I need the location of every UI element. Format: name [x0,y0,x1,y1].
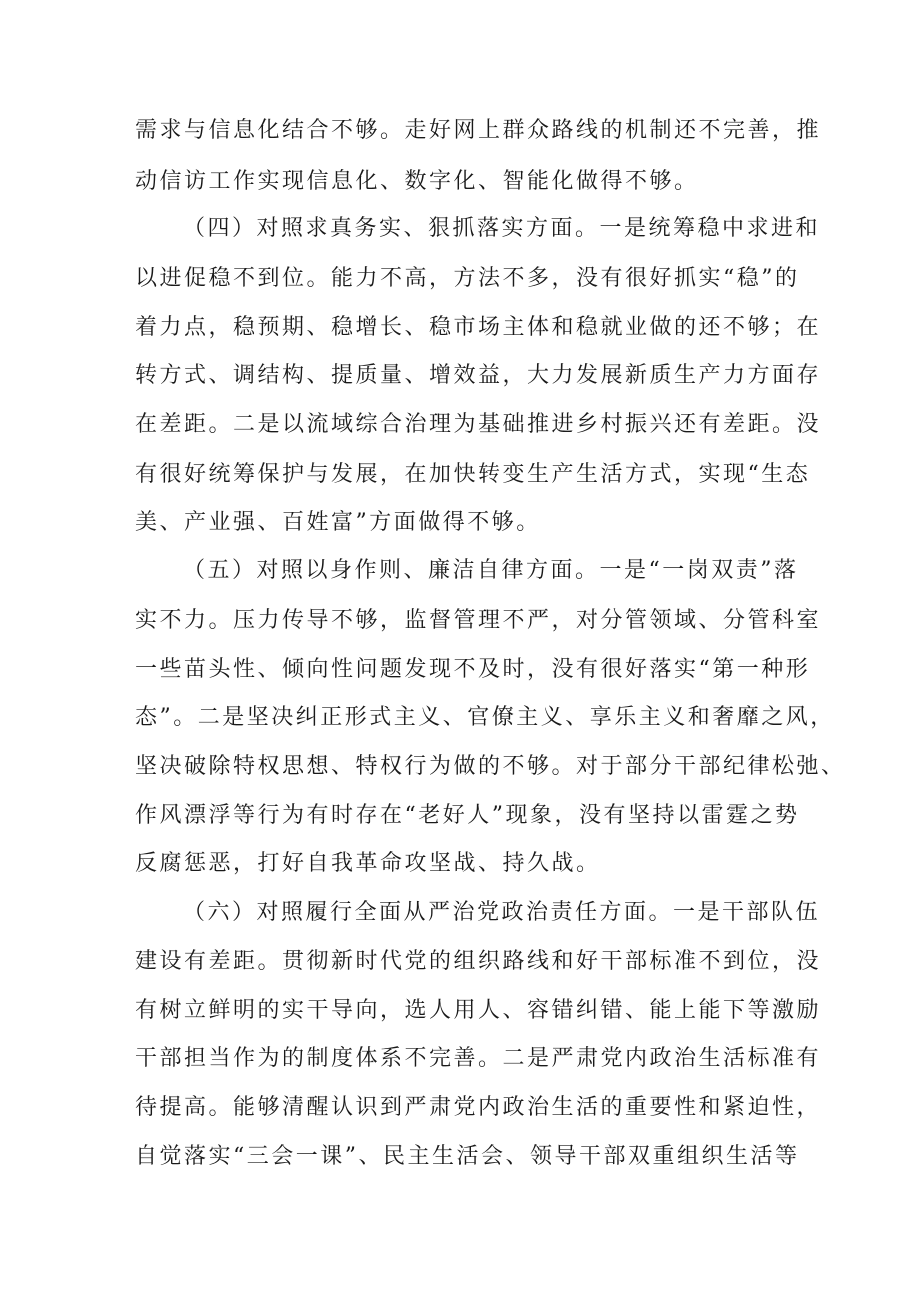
text-line: 反腐惩恶，打好自我革命攻坚战、持久战。 [135,851,601,876]
text-line: 实不力。压力传导不够，监督管理不严，对分管领域、分管科室 [135,608,822,633]
text-line: 建设有差距。贯彻新时代党的组织路线和好干部标准不到位，没 [135,949,822,974]
text-line: 以进促稳不到位。能力不高，方法不多，没有很好抓实“稳”的 [135,266,800,291]
section-heading-line: （六）对照履行全面从严治党政治责任方面。一是干部队伍 [183,900,821,925]
text-line: 需求与信息化结合不够。走好网上群众路线的机制还不完善，推 [135,118,822,143]
text-line: 动信访工作实现信息化、数字化、智能化做得不够。 [135,169,699,194]
text-line: 有树立鲜明的实干导向，选人用人、容错纠错、能上能下等激励 [135,998,822,1023]
text-line: 一些苗头性、倾向性问题发现不及时，没有很好落实“第一种形 [135,657,811,682]
text-line: 自觉落实“三会一课”、民主生活会、领导干部双重组织生活等 [135,1144,800,1169]
text-line: 作风漂浮等行为有时存在“老好人”现象，没有坚持以雷霆之势 [135,803,800,828]
text-line: 有很好统筹保护与发展，在加快转变生产生活方式，实现“生态 [135,462,811,487]
section-heading-line: （四）对照求真务实、狠抓落实方面。一是统筹稳中求进和 [183,216,821,241]
text-line: 干部担当作为的制度体系不完善。二是严肃党内政治生活标准有 [135,1046,822,1071]
text-line: 在差距。二是以流域综合治理为基础推进乡村振兴还有差距。没 [135,412,822,437]
text-line: 态”。二是坚决纠正形式主义、官僚主义、享乐主义和奢靡之风， [135,705,835,730]
text-line: 待提高。能够清醒认识到严肃党内政治生活的重要性和紧迫性， [135,1095,822,1120]
section-heading-line: （五）对照以身作则、廉洁自律方面。一是“一岗双责”落 [183,558,799,583]
text-line: 转方式、调结构、提质量、增效益，大力发展新质生产力方面存 [135,363,822,388]
text-line: 坚决破除特权思想、特权行为做的不够。对于部分干部纪律松弛、 [135,754,846,779]
text-line: 美、产业强、百姓富”方面做得不够。 [135,510,541,535]
text-line: 着力点，稳预期、稳增长、稳市场主体和稳就业做的还不够；在 [135,315,822,340]
